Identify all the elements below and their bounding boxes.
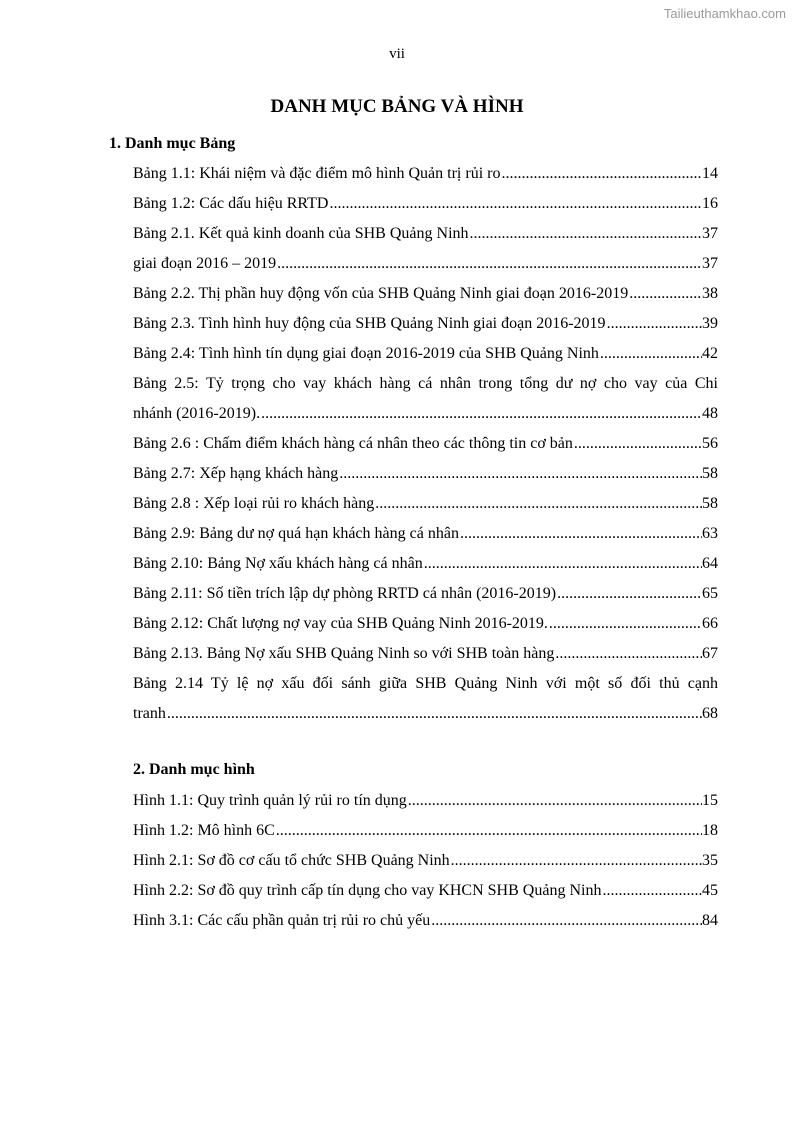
entry-title: nhánh (2016-2019). (133, 405, 261, 422)
dot-leader (601, 876, 702, 906)
entry-title: Bảng 2.10: Bảng Nợ xấu khách hàng cá nhân (133, 555, 423, 572)
toc-entry-figure-2-2[interactable] (133, 876, 718, 906)
entry-page: 38 (702, 285, 718, 302)
figures-section-heading: 2. Danh mục hình (133, 761, 255, 778)
toc-entry-table-2-9[interactable] (133, 519, 718, 549)
toc-entry-table-2-11[interactable] (133, 579, 718, 609)
dot-leader (166, 699, 702, 729)
entry-title: Bảng 2.8 : Xếp loại rủi ro khách hàng (133, 495, 375, 512)
toc-entry-table-2-1[interactable] (133, 219, 718, 249)
dot-leader (450, 846, 702, 876)
toc-entry-figure-1-1[interactable] (133, 786, 718, 816)
dot-leader (554, 639, 702, 669)
toc-entry-table-2-13[interactable] (133, 639, 718, 669)
dot-leader (276, 249, 702, 279)
entry-page: 58 (702, 465, 718, 482)
entry-title: Bảng 2.2. Thị phần huy động vốn của SHB Quảng Ninh giai đoạn 2016-2019 (133, 285, 629, 302)
entry-page: 68 (702, 705, 718, 722)
watermark: Tailieuthamkhao.com (663, 6, 786, 21)
entry-title: Hình 1.1: Quy trình quản lý rủi ro tín dụng (133, 792, 407, 809)
entry-page: 37 (702, 225, 718, 242)
entry-title: Bảng 2.6 : Chấm điểm khách hàng cá nhân theo các thông tin cơ bản (133, 435, 573, 452)
dot-leader (548, 609, 702, 639)
entry-title: Hình 3.1: Các cấu phần quản trị rủi ro chủ yếu (133, 912, 431, 929)
entry-title: Hình 2.1: Sơ đồ cơ cấu tổ chức SHB Quảng Ninh (133, 852, 450, 869)
entry-page: 35 (702, 852, 718, 869)
dot-leader (423, 549, 702, 579)
entry-page: 66 (702, 615, 718, 632)
entry-title: Hình 2.2: Sơ đồ quy trình cấp tín dụng cho vay KHCN SHB Quảng Ninh (133, 882, 602, 899)
entry-title: Bảng 2.12: Chất lượng nợ vay của SHB Quảng Ninh 2016-2019. (133, 615, 548, 632)
toc-entry-table-2-2[interactable] (133, 279, 718, 309)
page-title: DANH MỤC BẢNG VÀ HÌNH (270, 96, 524, 117)
entry-page: 15 (702, 792, 718, 809)
toc-entry-figure-2-1[interactable] (133, 846, 718, 876)
dot-leader (469, 219, 702, 249)
entry-title: Bảng 1.1: Khái niệm và đặc điểm mô hình Quản trị rủi ro (133, 165, 501, 182)
toc-entry-table-2-14[interactable] (133, 699, 718, 729)
toc-entry-table-2-6[interactable] (133, 429, 718, 459)
figures-list (133, 786, 718, 936)
dot-leader (260, 399, 702, 429)
toc-entry-table-1-1[interactable] (133, 159, 718, 189)
entry-page: 42 (702, 345, 718, 362)
entry-title: Bảng 2.11: Số tiền trích lập dự phòng RRTD cá nhân (2016-2019) (133, 585, 557, 602)
entry-title: tranh (133, 705, 166, 722)
dot-leader (500, 159, 702, 189)
entry-page: 16 (702, 195, 718, 212)
dot-leader (338, 459, 702, 489)
entry-page: 18 (702, 822, 718, 839)
entry-page: 84 (702, 912, 718, 929)
dot-leader (606, 309, 702, 339)
toc-entry-table-2-12[interactable] (133, 609, 718, 639)
toc-entry-figure-1-2[interactable] (133, 816, 718, 846)
entry-page: 45 (702, 882, 718, 899)
entry-page: 48 (702, 405, 718, 422)
tables-list (133, 159, 718, 729)
entry-page: 39 (702, 315, 718, 332)
entry-title: Bảng 2.3. Tình hình huy động của SHB Quảng Ninh giai đoạn 2016-2019 (133, 315, 606, 332)
tables-section-heading: 1. Danh mục Bảng (109, 135, 236, 152)
entry-page: 65 (702, 585, 718, 602)
dot-leader (599, 339, 702, 369)
entry-title: Bảng 2.9: Bảng dư nợ quá hạn khách hàng cá nhân (133, 525, 459, 542)
entry-title: giai đoạn 2016 – 2019 (133, 255, 277, 272)
toc-entry-table-2-4[interactable] (133, 339, 718, 369)
toc-entry-table-1-2[interactable] (133, 189, 718, 219)
toc-entry-table-2-5[interactable] (133, 399, 718, 429)
dot-leader (628, 279, 702, 309)
entry-title: Bảng 2.4: Tình hình tín dụng giai đoạn 2016-2019 của SHB Quảng Ninh (133, 345, 599, 362)
entry-page: 58 (702, 495, 718, 512)
dot-leader (407, 786, 702, 816)
entry-title: Bảng 2.1. Kết quả kinh doanh của SHB Quảng Ninh (133, 225, 469, 242)
toc-entry-table-2-14-line1[interactable] (133, 669, 718, 699)
entry-title: Bảng 1.2: Các dấu hiệu RRTD (133, 195, 329, 212)
entry-title: Bảng 2.13. Bảng Nợ xấu SHB Quảng Ninh so với SHB toàn hàng (133, 645, 555, 662)
dot-leader (459, 519, 702, 549)
entry-title: Bảng 2.7: Xếp hạng khách hàng (133, 465, 339, 482)
toc-entry-table-2-10[interactable] (133, 549, 718, 579)
toc-entry-table-2-3[interactable] (133, 309, 718, 339)
dot-leader (374, 489, 702, 519)
toc-entry-table-2-5-line1[interactable] (133, 369, 718, 399)
entry-page: 64 (702, 555, 718, 572)
entry-page: 67 (702, 645, 718, 662)
dot-leader (556, 579, 702, 609)
entry-page: 14 (702, 165, 718, 182)
dot-leader (573, 429, 702, 459)
toc-entry-table-2-8[interactable] (133, 489, 718, 519)
dot-leader (275, 816, 702, 846)
entry-page: 37 (702, 255, 718, 272)
toc-entry-figure-3-1[interactable] (133, 906, 718, 936)
dot-leader (328, 189, 702, 219)
entry-page: 63 (702, 525, 718, 542)
toc-entry-table-2-7[interactable] (133, 459, 718, 489)
entry-title: Hình 1.2: Mô hình 6C (133, 822, 275, 839)
dot-leader (430, 906, 702, 936)
toc-entry-table-2-1-period[interactable] (133, 249, 718, 279)
entry-title-line1: Bảng 2.14 Tỷ lệ nợ xấu đối sánh giữa SHB Quảng Ninh với một số đối thủ cạnh (133, 675, 718, 692)
entry-title-line1: Bảng 2.5: Tỷ trọng cho vay khách hàng cá nhân trong tổng dư nợ cho vay của Chi (133, 375, 718, 392)
entry-page: 56 (702, 435, 718, 452)
page-number: vii (389, 46, 405, 62)
